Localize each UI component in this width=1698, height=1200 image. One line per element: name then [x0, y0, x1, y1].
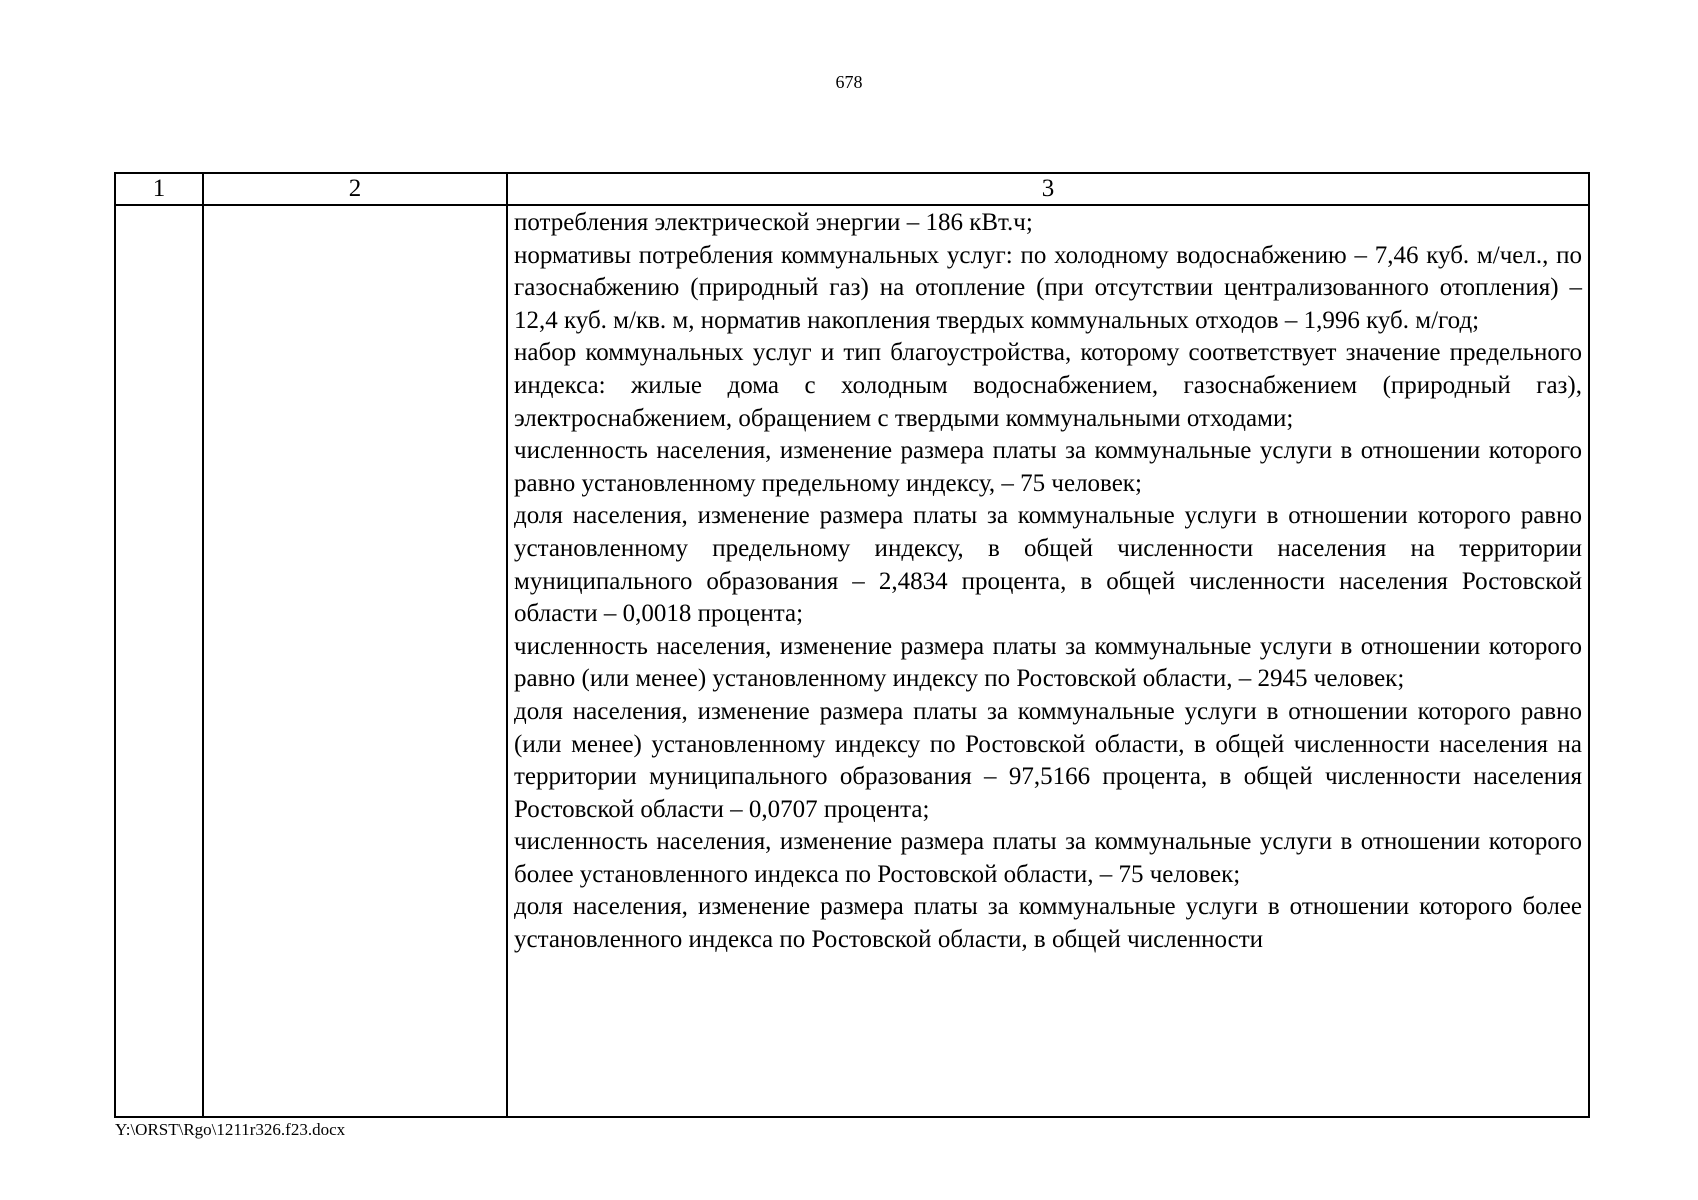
paragraph: доля населения, изменение размера платы за коммунальные услуги в отношении которого равно (или менее) установленному индексу по Ростовской области, в общей численности населения на территории муниципального образования – 97,5166 процента, в общей численности населения Ростовской области – 0,0707 процента;	[514, 697, 1582, 823]
content-table	[114, 172, 1590, 1118]
paragraph: потребления электрической энергии – 186 кВт.ч;	[514, 209, 1033, 236]
column-header-1: 1	[115, 173, 203, 205]
paragraph: доля населения, изменение размера платы за коммунальные услуги в отношении которого равно установленному предельному индексу, в общей численности населения на территории муниципального образования – 2,4834 процента, в общей численности населения Ростовской области – 0,0018 процента;	[514, 502, 1582, 628]
paragraph: доля населения, изменение размера платы за коммунальные услуги в отношении которого более установленного индекса по Ростовской области, в общей численности	[514, 893, 1582, 954]
table-row	[115, 205, 1589, 1117]
paragraph: численность населения, изменение размера платы за коммунальные услуги в отношении которого равно установленному предельному индексу, – 75 человек;	[514, 437, 1582, 497]
paragraph: набор коммунальных услуг и тип благоустройства, которому соответствует значение предельного индекса: жилые дома с холодным водоснабжением, газоснабжением (природный газ), электроснабжением, обращением с твердыми коммунальными отходами;	[514, 339, 1582, 432]
cell-col-1	[115, 205, 203, 1117]
paragraph: численность населения, изменение размера платы за коммунальные услуги в отношении которого равно (или менее) установленному индексу по Ростовской области, – 2945 человек;	[514, 632, 1582, 693]
table-header-row	[115, 173, 1589, 205]
column-header-3: 3	[507, 173, 1589, 205]
footer-file-path: Y:\ORST\Rgo\1211r326.f23.docx	[115, 1120, 346, 1139]
paragraph: нормативы потребления коммунальных услуг: по холодному водоснабжению – 7,46 куб. м/чел., по газоснабжению (природный газ) на отопление (при отсутствии централизованного отопления) – 12,4 куб. м/кв. м, норматив накопления твердых коммунальных отходов – 1,996 куб. м/год;	[514, 241, 1582, 334]
page-number: 678	[835, 72, 863, 92]
paragraph: численность населения, изменение размера платы за коммунальные услуги в отношении которого более установленного индекса по Ростовской области, – 75 человек;	[514, 828, 1582, 888]
cell-col-3-text	[508, 206, 1588, 957]
column-header-2: 2	[203, 173, 507, 205]
cell-col-3	[507, 205, 1589, 1117]
cell-col-2	[203, 205, 507, 1117]
